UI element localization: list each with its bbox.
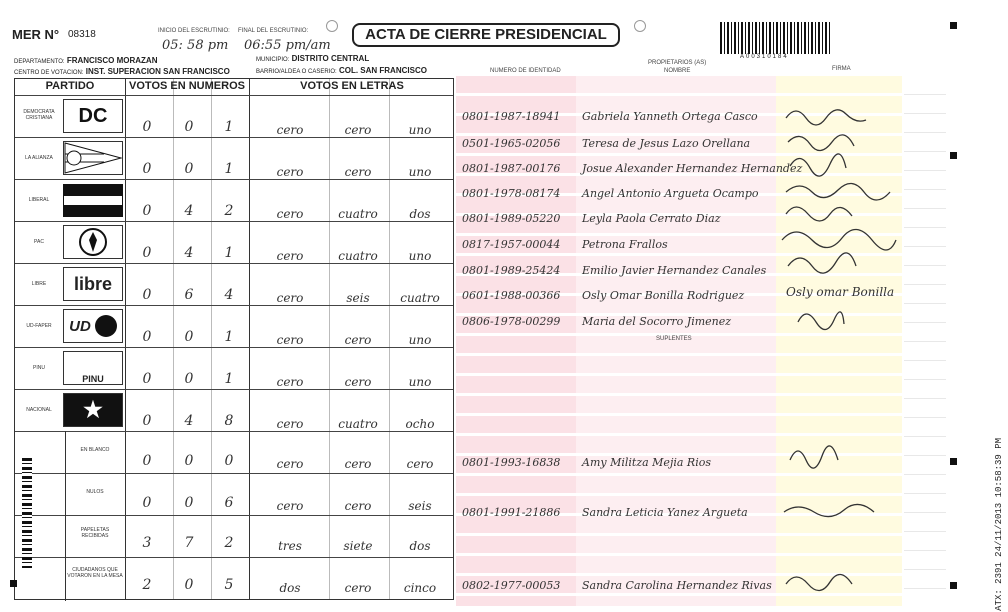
word: cuatro (400, 291, 440, 305)
word: uno (408, 249, 432, 263)
word: cuatro (338, 417, 378, 431)
word: siete (343, 539, 373, 553)
signer-name: Leyla Paola Cerrato Diaz (582, 212, 721, 225)
pinu-logo-text: PINU (82, 374, 104, 384)
word: tres (278, 539, 302, 553)
signer-row (462, 162, 802, 175)
word: seis (346, 291, 370, 305)
signer-row (462, 137, 750, 150)
alianza-flag-icon (63, 141, 123, 175)
word: uno (408, 375, 432, 389)
col-letras-header: VOTOS EN LETRAS (300, 80, 404, 92)
digit: 0 (142, 245, 152, 261)
signer-row (462, 187, 759, 200)
signer-name: Sandra Carolina Hernandez Rivas (582, 579, 772, 592)
barrio-label: BARRIO/ALDEA O CASERIO: (256, 69, 337, 75)
pac-emblem-icon (63, 225, 123, 259)
word: cero (276, 333, 304, 347)
word: dos (279, 581, 301, 595)
digit: 0 (224, 453, 234, 469)
digit: 0 (142, 287, 152, 303)
party-name-alianza: LA ALIANZA (25, 155, 53, 161)
digit: 0 (142, 161, 152, 177)
signer-name: Josue Alexander Hernandez Hernandez (582, 162, 803, 175)
word: uno (408, 333, 432, 347)
digit: 1 (224, 371, 234, 387)
digit: 1 (224, 245, 234, 261)
digit: 0 (184, 495, 194, 511)
signer-row (462, 212, 721, 225)
signer-id: 0801-1978-08174 (462, 187, 561, 200)
document-title: ACTA DE CIERRE PRESIDENCIAL (352, 23, 620, 47)
word: cero (344, 165, 372, 179)
party-name-ud: UD-FAPER (26, 323, 52, 329)
side-strip (904, 76, 946, 606)
signer-name: Petrona Frallos (582, 238, 668, 251)
digit: 0 (142, 203, 152, 219)
municipio-row (256, 54, 369, 63)
suplente-row (462, 579, 772, 592)
nombre-header: NOMBRE (664, 68, 691, 74)
digit: 0 (142, 495, 152, 511)
word: cuatro (338, 249, 378, 263)
signer-row (462, 110, 758, 123)
propietarios-header: PROPIETARIOS (AS) (648, 60, 707, 66)
identidad-column (456, 76, 576, 606)
firma-header: FIRMA (832, 66, 851, 72)
en-blanco-label: EN BLANCO (80, 447, 110, 453)
word: cero (344, 581, 372, 595)
digit: 0 (184, 577, 194, 593)
signer-row (462, 238, 668, 251)
digit: 6 (224, 495, 234, 511)
digit: 0 (142, 453, 152, 469)
registration-mark (950, 152, 957, 159)
digit: 2 (224, 203, 234, 219)
signer-name: Osly Omar Bonilla Rodriguez (582, 289, 745, 302)
word: seis (408, 499, 432, 513)
signer-id: 0801-1987-18941 (462, 110, 561, 123)
word: cero (344, 499, 372, 513)
signer-row (462, 289, 744, 302)
signer-name: Sandra Leticia Yanez Argueta (582, 506, 748, 519)
signer-id: 0801-1991-21886 (462, 506, 561, 519)
word: cinco (403, 581, 437, 595)
word: cero (276, 417, 304, 431)
identidad-header: NUMERO DE IDENTIDAD (490, 68, 561, 74)
word: cero (276, 375, 304, 389)
party-name-liberal: LIBERAL (28, 197, 50, 203)
signer-name: Gabriela Yanneth Ortega Casco (582, 110, 758, 123)
digit: 4 (184, 413, 194, 429)
municipio-label: MUNICIPIO: (256, 57, 290, 63)
inicio-value: 05: 58 pm (162, 38, 229, 53)
digit: 4 (224, 287, 234, 303)
signer-row (462, 315, 731, 328)
departamento-label: DEPARTAMENTO: (14, 59, 65, 65)
digit: 0 (142, 413, 152, 429)
ud-logo-text: UD (69, 317, 91, 335)
digit: 0 (184, 161, 194, 177)
barrio-row (256, 66, 427, 75)
barcode-text: A00310184 (740, 54, 789, 60)
signer-name: Teresa de Jesus Lazo Orellana (582, 137, 751, 150)
digit: 2 (142, 577, 152, 593)
suplente-row (462, 456, 711, 469)
digit: 0 (142, 329, 152, 345)
digit: 6 (184, 287, 194, 303)
signer-id: 0817-1957-00044 (462, 238, 561, 251)
word: cero (344, 123, 372, 137)
party-name-libre: LIBRE (31, 281, 47, 287)
suplentes-header: SUPLENTES (656, 336, 692, 342)
digit: 0 (142, 371, 152, 387)
papeletas-label: PAPELETAS RECIBIDAS (80, 527, 110, 539)
digit: 0 (184, 453, 194, 469)
final-label: FINAL DEL ESCRUTINIO: (238, 28, 309, 34)
word: cero (276, 291, 304, 305)
word: cero (276, 499, 304, 513)
ciudadanos-label: CIUDADANOS QUE VOTARON EN LA MESA (67, 567, 123, 579)
digit: 8 (224, 413, 234, 429)
votes-table (14, 78, 454, 600)
registration-mark (950, 582, 957, 589)
digit: 4 (184, 245, 194, 261)
digit: 0 (184, 371, 194, 387)
digit: 0 (142, 119, 152, 135)
signer-id: 0802-1977-00053 (462, 579, 561, 592)
inicio-label: INICIO DEL ESCRUTINIO: (158, 28, 230, 34)
signer-id: 0806-1978-00299 (462, 315, 561, 328)
word: cero (276, 207, 304, 221)
registration-mark (950, 22, 957, 29)
departamento-value: FRANCISCO MORAZAN (66, 56, 158, 65)
punch-hole (634, 20, 646, 32)
signer-id: 0801-1989-05220 (462, 212, 561, 225)
suplente-row (462, 506, 748, 519)
centro-label: CENTRO DE VOTACION: (14, 70, 84, 76)
dc-logo (63, 99, 123, 133)
extra-signature-text: Osly omar Bonilla (786, 285, 895, 299)
word: uno (408, 165, 432, 179)
signer-id: 0801-1993-16838 (462, 456, 561, 469)
registration-mark (950, 458, 957, 465)
municipio-value: DISTRITO CENTRAL (291, 54, 370, 63)
centro-value: INST. SUPERACION SAN FRANCISCO (85, 67, 230, 76)
word: cero (344, 457, 372, 471)
final-value: 06:55 pm/am (244, 38, 331, 53)
party-name-pac: PAC (34, 239, 44, 245)
suplente-signatures (780, 436, 890, 596)
signer-name: Maria del Socorro Jimenez (582, 315, 732, 328)
party-name-dc: DEMOCRATA CRISTIANA (23, 109, 55, 121)
col-partido-header: PARTIDO (45, 80, 95, 92)
mer-number: 08318 (68, 29, 96, 40)
col-numeros-header: VOTOS EN NUMEROS (129, 80, 245, 92)
word: dos (409, 207, 431, 221)
signer-row (462, 264, 766, 277)
barcode (720, 22, 830, 54)
party-name-nacional: NACIONAL (26, 407, 52, 413)
digit: 5 (224, 577, 234, 593)
word: cero (406, 457, 434, 471)
word: cuatro (338, 207, 378, 221)
timestamp-stamp: ATX: 2391 24/11/2013 10:58:39 PM (994, 438, 1004, 611)
signer-name: Amy Militza Mejia Rios (582, 456, 711, 469)
digit: 1 (224, 329, 234, 345)
nacional-star-icon: ★ (63, 393, 123, 427)
barrio-value: COL. SAN FRANCISCO (338, 66, 427, 75)
signature-scribbles (778, 100, 908, 340)
word: cero (344, 375, 372, 389)
word: cero (276, 165, 304, 179)
libre-logo (63, 267, 123, 301)
centro-row (14, 67, 230, 76)
word: uno (408, 123, 432, 137)
signer-id: 0801-1987-00176 (462, 162, 561, 175)
mer-label: MER N° (12, 27, 60, 42)
word: cero (276, 123, 304, 137)
word: dos (409, 539, 431, 553)
digit: 1 (224, 119, 234, 135)
dc-logo-text: DC (78, 104, 108, 127)
word: cero (344, 333, 372, 347)
digit: 0 (184, 329, 194, 345)
word: cero (276, 457, 304, 471)
ud-logo (63, 309, 123, 343)
libre-logo-text: libre (73, 273, 112, 294)
party-name-pinu: PINU (33, 365, 45, 371)
signer-id: 0501-1965-02056 (462, 137, 561, 150)
nulos-label: NULOS (86, 489, 104, 495)
liberal-flag-icon (63, 183, 123, 217)
word: cero (276, 249, 304, 263)
side-barcode (22, 458, 32, 568)
registration-mark (10, 580, 17, 587)
pinu-logo (63, 351, 123, 385)
departamento-row (14, 56, 157, 65)
signer-name: Angel Antonio Argueta Ocampo (582, 187, 759, 200)
digit: 1 (224, 161, 234, 177)
signer-id: 0801-1989-25424 (462, 264, 561, 277)
digit: 3 (142, 535, 152, 551)
digit: 2 (224, 535, 234, 551)
signer-name: Emilio Javier Hernandez Canales (582, 264, 767, 277)
digit: 4 (184, 203, 194, 219)
word: ocho (405, 417, 435, 431)
digit: 0 (184, 119, 194, 135)
signer-id: 0601-1988-00366 (462, 289, 561, 302)
digit: 7 (184, 535, 194, 551)
punch-hole (326, 20, 338, 32)
